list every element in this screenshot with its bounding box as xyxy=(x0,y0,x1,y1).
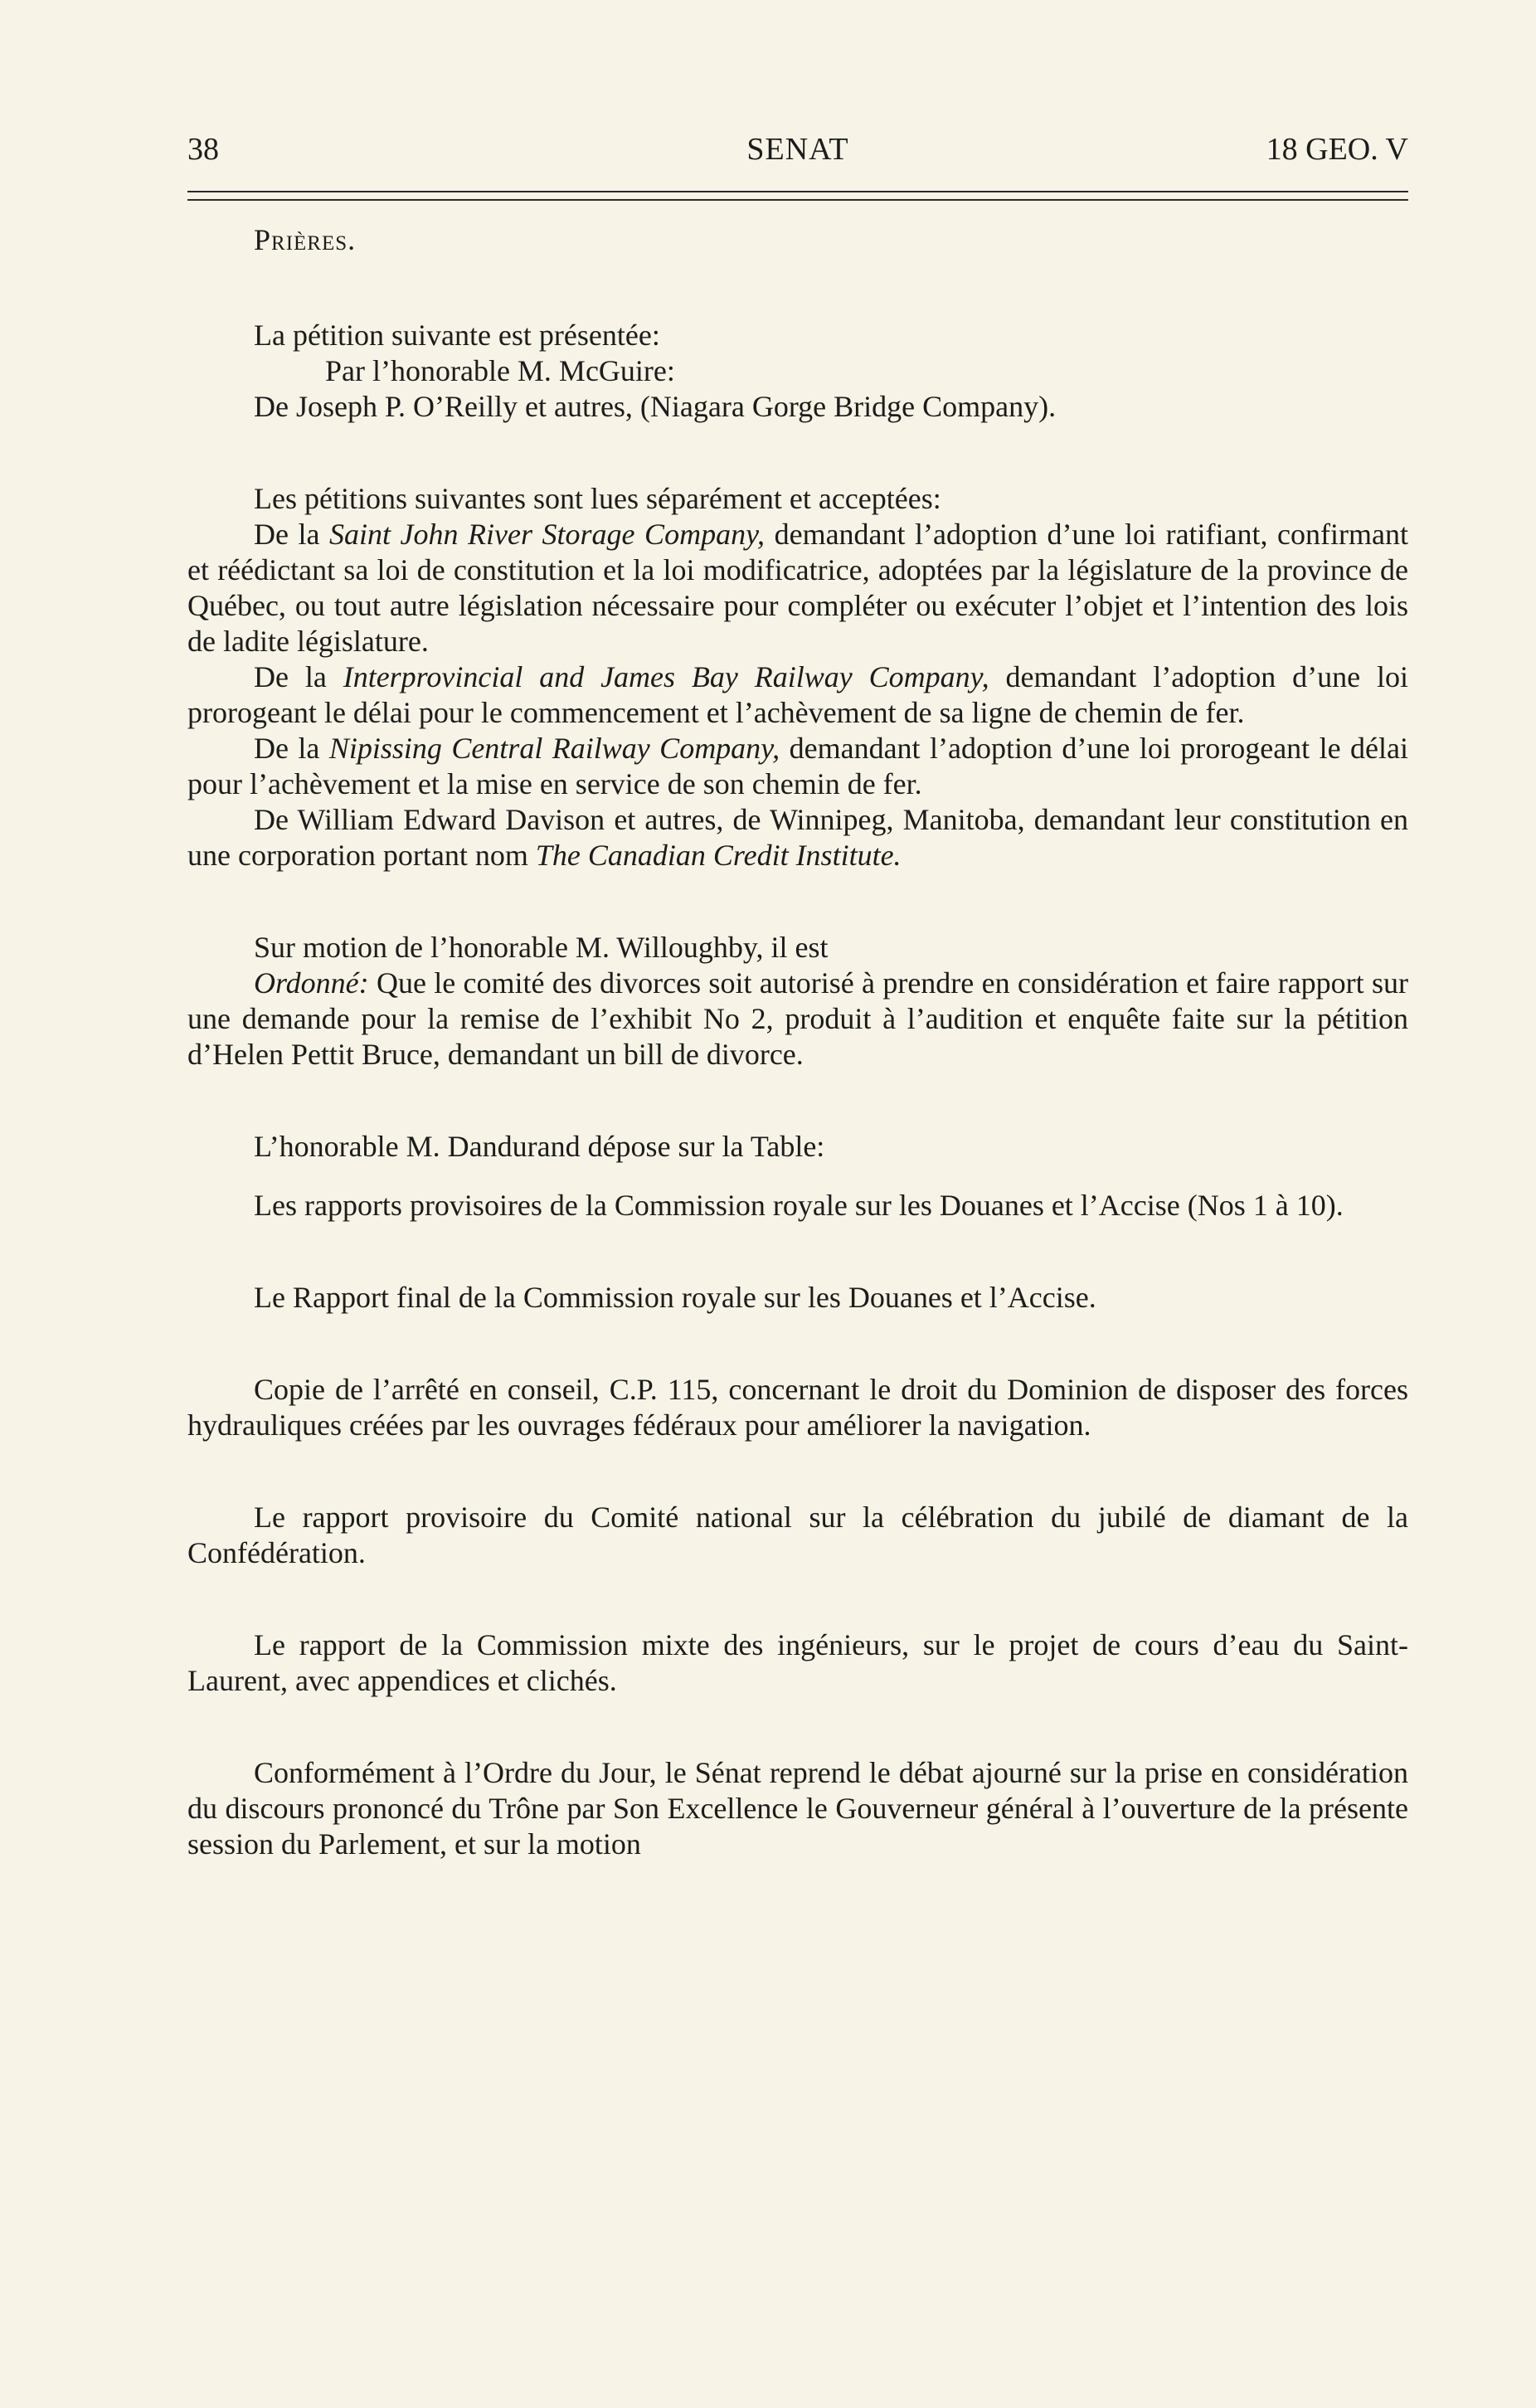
tabled-intro: L’honorable M. Dandurand dépose sur la Table: xyxy=(254,1130,825,1163)
motion-order: Ordonné: Que le comité des divorces soit autorisé à prendre en considération et faire rapport sur une demande pour la remise de l’exhibit No 2, produit à l’audition et enquête faite sur la pétition d’Helen Pettit Bruce, demandant un bill de divorce. xyxy=(187,966,1408,1071)
petition-presented-from: De Joseph P. O’Reilly et autres, (Niagara Gorge Bridge Company). xyxy=(254,390,1057,423)
tabled-item-2: Le Rapport final de la Commission royale sur les Douanes et l’Accise. xyxy=(254,1281,1096,1314)
petition-interprovincial: De la Interprovincial and James Bay Railway Company, demandant l’adoption d’une loi prorogeant le délai pour le commencement et l’achèvement de sa ligne de chemin de fer. xyxy=(187,660,1408,729)
petition-nipissing: De la Nipissing Central Railway Company, demandant l’adoption d’une loi prorogeant le délai pour l’achèvement et la mise en service de son chemin de fer. xyxy=(187,732,1409,800)
petitions-read-intro: Les pétitions suivantes sont lues séparément et acceptées: xyxy=(254,482,941,515)
tabled-item-4: Le rapport provisoire du Comité national sur la célébration du jubilé de diamant de la Confédération. xyxy=(187,1501,1408,1569)
header-title: SENAT xyxy=(746,132,849,167)
company-name: Nipissing Central Railway Company, xyxy=(328,732,780,765)
petition-davison: De William Edward Davison et autres, de Winnipeg, Manitoba, demandant leur constitution en une corporation portant nom The Canadian Credit Institute. xyxy=(187,803,1408,872)
tabled-item-3: Copie de l’arrêté en conseil, C.P. 115, concernant le droit du Dominion de disposer des forces hydrauliques créées par les ouvrages fédéraux pour améliorer la navigation. xyxy=(187,1373,1408,1442)
petition-presented-by: Par l’honorable M. McGuire: xyxy=(325,354,675,387)
corporation-name: The Canadian Credit Institute. xyxy=(535,839,902,872)
ordered-label: Ordonné: xyxy=(254,966,369,1000)
motion-intro: Sur motion de l’honorable M. Willoughby, il est xyxy=(254,931,829,964)
header-rule-top xyxy=(187,191,1408,192)
section-heading: Prières. xyxy=(254,223,357,256)
order-of-day-paragraph: Conformément à l’Ordre du Jour, le Sénat reprend le débat ajourné sur la prise en considération du discours prononcé du Trône par Son Excellence le Gouverneur général à l’ouverture de la présente session du Parlement, et sur la motion xyxy=(187,1756,1408,1861)
document-body xyxy=(187,222,1408,1862)
page-number: 38 xyxy=(187,132,219,167)
tabled-item-5: Le rapport de la Commission mixte des ingénieurs, sur le projet de cours d’eau du Saint-Laurent, avec appendices et clichés. xyxy=(187,1628,1408,1697)
company-name: Saint John River Storage Company, xyxy=(329,518,766,551)
header-reign: 18 GEO. V xyxy=(1266,132,1408,167)
petition-saint-john: De la Saint John River Storage Company, demandant l’adoption d’une loi ratifiant, confirmant et réédictant sa loi de constitution et la loi modificatrice, adoptées par la législature de la province de Québec, ou tout autre législation nécessaire pour compléter ou exécuter l’objet et l’intention des lois de ladite législature. xyxy=(187,518,1408,658)
running-header xyxy=(187,124,1408,174)
tabled-item-1: Les rapports provisoires de la Commission royale sur les Douanes et l’Accise (Nos 1 à 10). xyxy=(254,1189,1344,1222)
company-name: Interprovincial and James Bay Railway Company, xyxy=(343,660,989,693)
header-rule-bottom xyxy=(187,199,1408,201)
petition-presented-intro: La pétition suivante est présentée: xyxy=(254,319,660,352)
